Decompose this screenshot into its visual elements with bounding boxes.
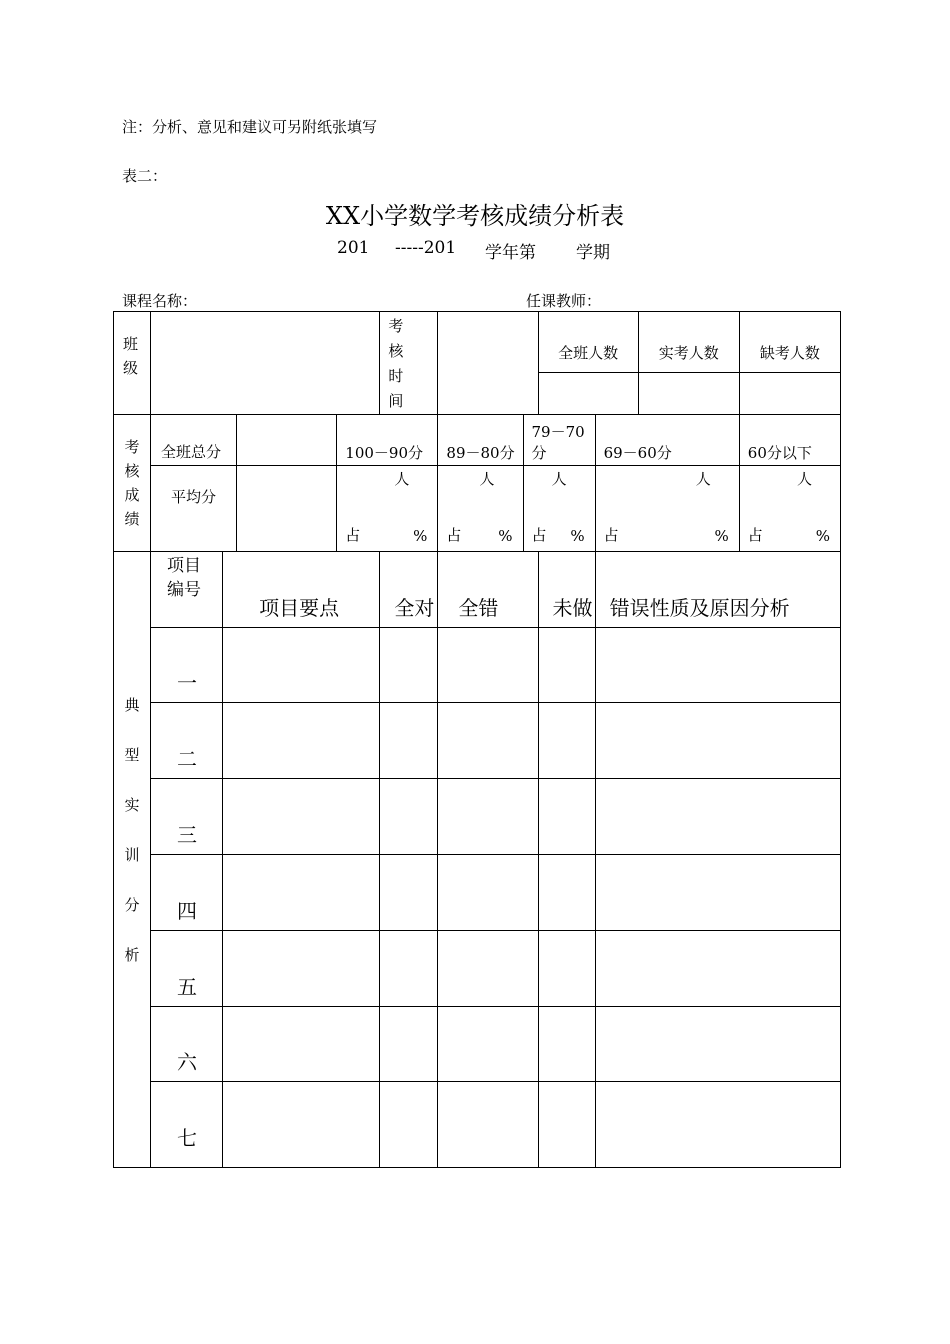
all-wrong-cell[interactable] (438, 1082, 538, 1168)
range-count-cell[interactable] (438, 466, 523, 552)
item-no-header (151, 552, 223, 628)
range-count-cell[interactable] (523, 466, 595, 552)
item-number: 六 (177, 1050, 198, 1074)
person-unit: 人 (479, 470, 495, 488)
range-label: 69－60分 (603, 444, 672, 462)
item-no-cell (151, 703, 223, 779)
percent-unit: % (413, 527, 428, 545)
person-unit: 人 (695, 470, 711, 488)
all-wrong-header (438, 552, 538, 628)
all-wrong-cell[interactable] (438, 931, 538, 1007)
all-right-cell[interactable] (380, 1007, 438, 1082)
total-students-header (538, 312, 638, 373)
all-wrong-label: 全错 (458, 596, 499, 620)
period-term-label: 学期 (576, 243, 610, 263)
range-count-cell[interactable] (337, 466, 438, 552)
analysis-label-char: 析 (124, 946, 140, 964)
item-number: 四 (177, 899, 198, 923)
error-analysis-cell[interactable] (595, 779, 840, 855)
all-right-cell[interactable] (380, 628, 438, 703)
range-cell (438, 415, 523, 466)
error-analysis-label: 错误性质及原因分析 (609, 596, 790, 620)
range-label: 89－80分 (446, 444, 515, 462)
key-points-cell[interactable] (223, 1007, 380, 1082)
error-analysis-header (595, 552, 840, 628)
scores-label-char: 考 (124, 438, 140, 456)
analysis-label-cell (114, 552, 151, 1168)
percent-unit: % (815, 527, 830, 545)
range-label: 60分以下 (747, 444, 812, 462)
all-right-header (380, 552, 438, 628)
all-wrong-cell[interactable] (438, 628, 538, 703)
all-right-cell[interactable] (380, 779, 438, 855)
total-students-label: 全班人数 (558, 344, 619, 362)
key-points-cell[interactable] (223, 1082, 380, 1168)
all-wrong-cell[interactable] (438, 1007, 538, 1082)
range-cell (595, 415, 739, 466)
average-label-cell (151, 466, 237, 552)
error-analysis-cell[interactable] (595, 703, 840, 779)
period-year-start: 201 (337, 238, 370, 258)
analysis-label-char: 型 (124, 746, 140, 764)
all-wrong-cell[interactable] (438, 779, 538, 855)
total-students-value[interactable] (538, 373, 638, 415)
item-no-cell (151, 779, 223, 855)
range-cell (337, 415, 438, 466)
item-no-cell (151, 1007, 223, 1082)
item-no-cell (151, 628, 223, 703)
analysis-label-char: 训 (124, 846, 140, 864)
all-wrong-cell[interactable] (438, 855, 538, 931)
exam-time-char: 考 (388, 317, 404, 335)
person-unit: 人 (551, 470, 567, 488)
error-analysis-cell[interactable] (595, 628, 840, 703)
item-no-cell (151, 1082, 223, 1168)
range-label: 100－90分 (345, 444, 423, 462)
not-done-cell[interactable] (538, 703, 595, 779)
period-year-end: -----201 (395, 238, 457, 258)
range-count-cell[interactable] (595, 466, 739, 552)
item-no-cell (151, 855, 223, 931)
not-done-cell[interactable] (538, 1007, 595, 1082)
exam-time-char: 时 (388, 367, 404, 385)
all-right-cell[interactable] (380, 1082, 438, 1168)
analysis-label-char: 分 (124, 896, 140, 914)
percent-unit: % (714, 527, 729, 545)
exam-time-char: 核 (388, 342, 404, 360)
average-value[interactable] (237, 466, 337, 552)
scores-label-char: 成 (124, 486, 140, 504)
key-points-cell[interactable] (223, 779, 380, 855)
class-label-cell (114, 312, 151, 415)
not-done-cell[interactable] (538, 931, 595, 1007)
not-done-label: 未做 (552, 596, 593, 620)
analysis-label-char: 典 (124, 696, 140, 714)
all-right-cell[interactable] (380, 703, 438, 779)
page-title: XX小学数学考核成绩分析表 (325, 202, 625, 230)
total-score-value[interactable] (237, 415, 337, 466)
not-done-cell[interactable] (538, 1082, 595, 1168)
percent-unit: % (498, 527, 513, 545)
not-done-cell[interactable] (538, 855, 595, 931)
range-label: 79－70分 (531, 423, 585, 462)
range-count-cell[interactable] (739, 466, 840, 552)
range-cell (739, 415, 840, 466)
absent-students-header (739, 312, 840, 373)
key-points-label: 项目要点 (259, 596, 340, 620)
exam-time-label-cell (380, 312, 438, 415)
class-label-char: 级 (123, 359, 139, 377)
person-unit: 人 (796, 470, 812, 488)
absent-students-label: 缺考人数 (759, 344, 820, 362)
actual-students-label: 实考人数 (658, 344, 719, 362)
actual-students-value[interactable] (638, 373, 739, 415)
scores-label-char: 绩 (124, 510, 140, 528)
item-number: 二 (177, 747, 198, 771)
item-number: 五 (177, 975, 198, 999)
scores-label-char: 核 (124, 462, 140, 480)
total-score-label: 全班总分 (161, 443, 222, 461)
item-number: 七 (177, 1126, 198, 1150)
share-label: 占 (603, 526, 619, 544)
note: 注：分析、意见和建议可另附纸张填写 (122, 118, 378, 136)
all-wrong-cell[interactable] (438, 703, 538, 779)
range-cell (523, 415, 595, 466)
exam-time-char: 间 (388, 392, 404, 410)
not-done-cell[interactable] (538, 779, 595, 855)
error-analysis-cell[interactable] (595, 931, 840, 1007)
error-analysis-cell[interactable] (595, 855, 840, 931)
analysis-table (113, 311, 841, 1168)
analysis-label-char: 实 (124, 796, 140, 814)
class-label-char: 班 (123, 335, 139, 353)
course-name-label: 课程名称： (122, 292, 198, 310)
all-right-cell[interactable] (380, 931, 438, 1007)
item-number: 一 (177, 671, 198, 695)
item-no-cell (151, 931, 223, 1007)
item-number: 三 (177, 823, 198, 847)
key-points-cell[interactable] (223, 703, 380, 779)
scores-label-cell (114, 415, 151, 552)
error-analysis-cell[interactable] (595, 1007, 840, 1082)
item-no-header-text: 编号 (167, 580, 202, 600)
share-label: 占 (446, 526, 462, 544)
class-value-cell[interactable] (151, 312, 380, 415)
actual-students-header (638, 312, 739, 373)
exam-time-value-cell[interactable] (438, 312, 538, 415)
teacher-label: 任课教师： (526, 292, 602, 310)
absent-students-value[interactable] (739, 373, 840, 415)
all-right-label: 全对 (394, 596, 435, 620)
key-points-cell[interactable] (223, 628, 380, 703)
not-done-cell[interactable] (538, 628, 595, 703)
share-label: 占 (747, 526, 763, 544)
key-points-cell[interactable] (223, 855, 380, 931)
share-label: 占 (531, 526, 547, 544)
percent-unit: % (570, 527, 585, 545)
share-label: 占 (345, 526, 361, 544)
key-points-cell[interactable] (223, 931, 380, 1007)
item-no-header-text: 项目 (167, 556, 202, 576)
average-label: 平均分 (171, 488, 217, 506)
person-unit: 人 (394, 470, 410, 488)
not-done-header (538, 552, 595, 628)
total-score-label-cell (151, 415, 237, 466)
error-analysis-cell[interactable] (595, 1082, 840, 1168)
period-year-label: 学年第 (485, 243, 536, 263)
table-label: 表二： (122, 167, 168, 185)
key-points-header (223, 552, 380, 628)
all-right-cell[interactable] (380, 855, 438, 931)
